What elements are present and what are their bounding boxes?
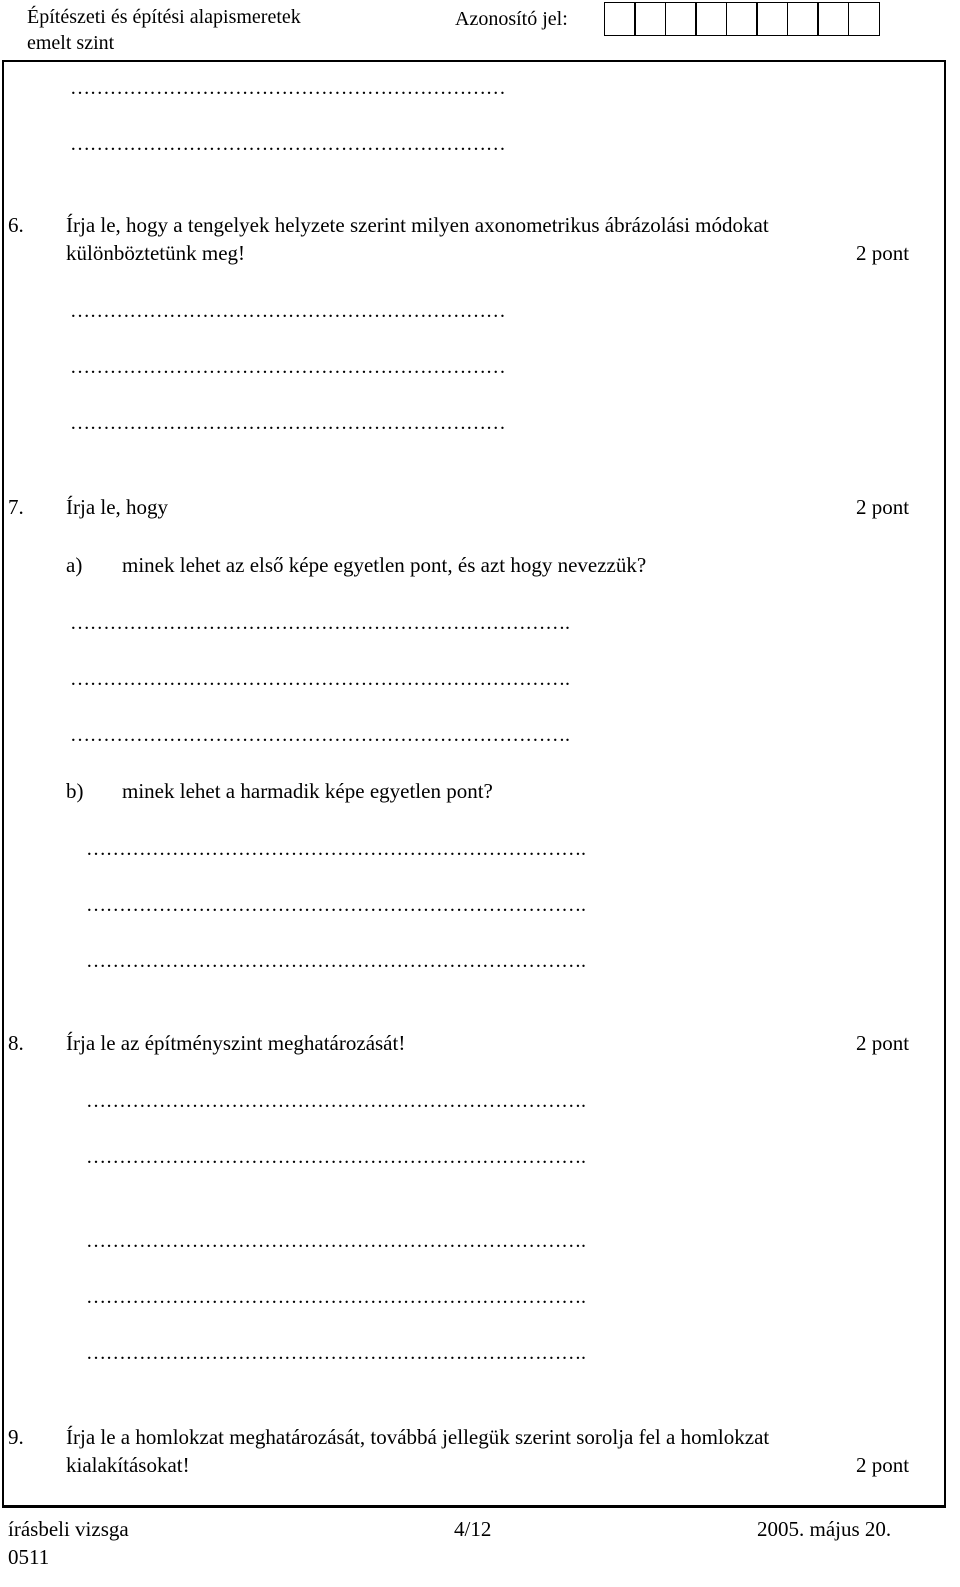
subquestion-text: minek lehet az első képe egyetlen pont, és azt hogy nevezzük? (122, 553, 647, 577)
id-label: Azonosító jel: (455, 8, 568, 30)
id-box[interactable] (787, 2, 819, 36)
id-box[interactable] (756, 2, 788, 36)
answer-line[interactable]: …………………………………………………………………. (86, 1342, 586, 1364)
question-number: 9. (8, 1425, 24, 1449)
question-text: Írja le, hogy (66, 495, 169, 519)
question-text: kialakításokat! (66, 1453, 190, 1477)
answer-line[interactable]: ………………………………………………………… (70, 356, 506, 378)
id-box[interactable] (634, 2, 666, 36)
question-text: Írja le a homlokzat meghatározását, továbbá jellegük szerint sorolja fel a homlokzat (66, 1425, 770, 1449)
answer-line[interactable]: …………………………………………………………………. (86, 894, 586, 916)
subject-title: Építészeti és építési alapismeretek (27, 6, 301, 28)
subquestion-label: a) (66, 553, 83, 577)
subquestion-text: minek lehet a harmadik képe egyetlen pont? (122, 779, 493, 803)
question-number: 8. (8, 1031, 24, 1055)
points-label: 2 pont (856, 1453, 910, 1477)
id-box[interactable] (665, 2, 697, 36)
id-box[interactable] (817, 2, 849, 36)
answer-line[interactable]: …………………………………………………………………. (86, 1090, 586, 1112)
answer-line[interactable]: …………………………………………………………………. (86, 1286, 586, 1308)
footer-code: 0511 (8, 1545, 50, 1569)
id-box[interactable] (604, 2, 636, 36)
question-text: Írja le, hogy a tengelyek helyzete szerint milyen axonometrikus ábrázolási módokat (66, 213, 769, 237)
subject-level: emelt szint (27, 32, 115, 54)
answer-line[interactable]: ………………………………………………………… (70, 300, 506, 322)
question-text: Írja le az építményszint meghatározását! (66, 1031, 406, 1055)
id-box-row (605, 2, 880, 36)
answer-line[interactable]: …………………………………………………………………. (86, 1146, 586, 1168)
answer-line[interactable]: …………………………………………………………………. (70, 724, 570, 746)
answer-line[interactable]: …………………………………………………………………. (70, 668, 570, 690)
id-box[interactable] (726, 2, 758, 36)
footer-page-number: 4/12 (454, 1517, 492, 1541)
points-label: 2 pont (856, 1031, 910, 1055)
answer-line[interactable]: …………………………………………………………………. (86, 838, 586, 860)
footer-exam-type: írásbeli vizsga (8, 1517, 129, 1541)
answer-line[interactable]: ………………………………………………………… (70, 412, 506, 434)
footer-date: 2005. május 20. (757, 1517, 892, 1541)
answer-line[interactable]: …………………………………………………………………. (70, 612, 570, 634)
id-box[interactable] (848, 2, 880, 36)
id-box[interactable] (695, 2, 727, 36)
subquestion-label: b) (66, 779, 84, 803)
answer-line[interactable]: ………………………………………………………… (70, 77, 506, 99)
answer-line[interactable]: …………………………………………………………………. (86, 950, 586, 972)
question-number: 6. (8, 213, 24, 237)
points-label: 2 pont (856, 241, 910, 265)
question-text: különböztetünk meg! (66, 241, 246, 265)
points-label: 2 pont (856, 495, 910, 519)
answer-line[interactable]: ………………………………………………………… (70, 133, 506, 155)
answer-line[interactable]: …………………………………………………………………. (86, 1230, 586, 1252)
question-number: 7. (8, 495, 24, 519)
